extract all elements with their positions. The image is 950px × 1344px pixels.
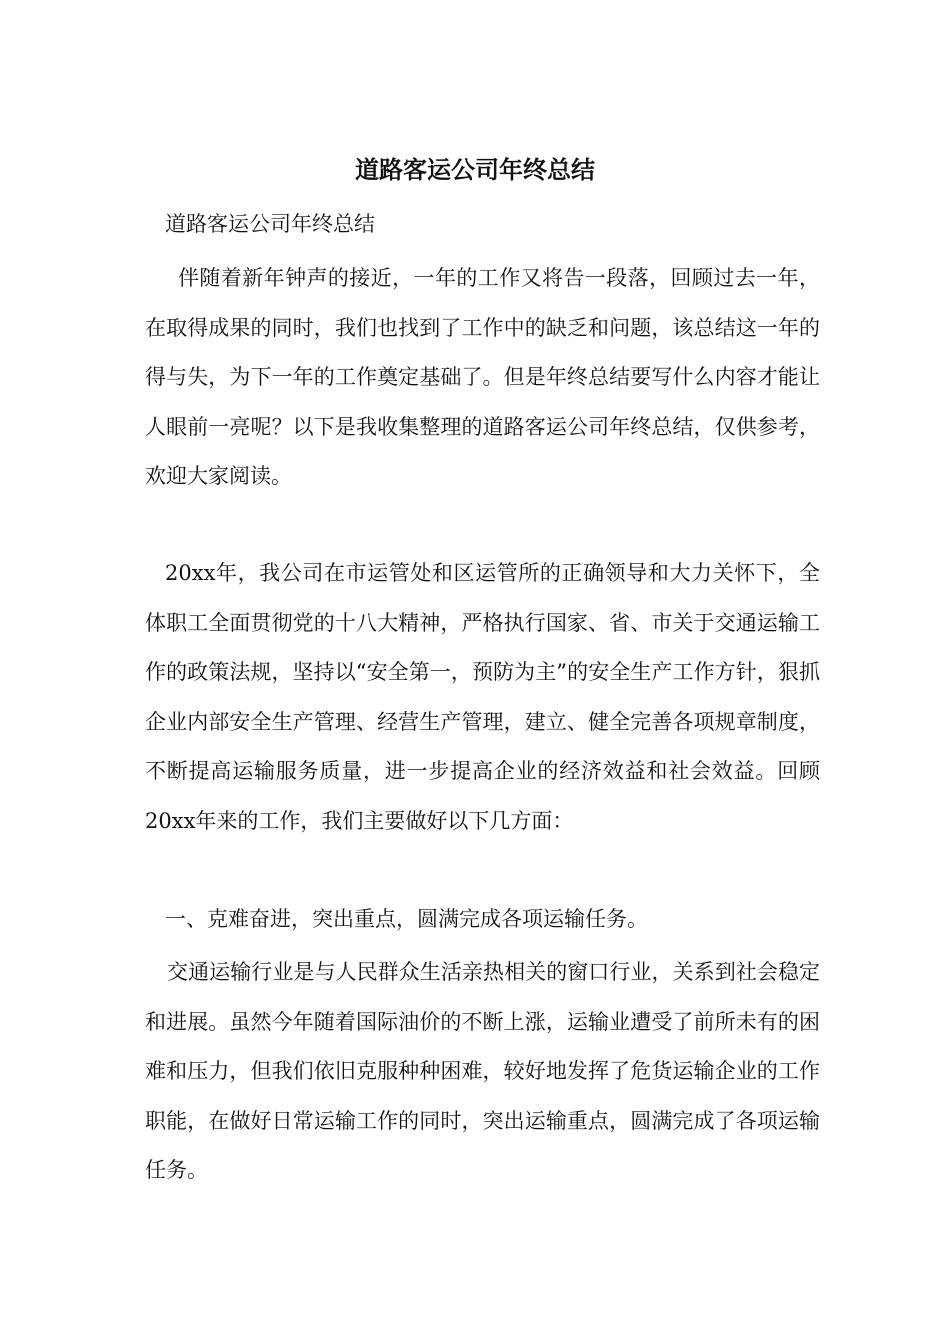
document-title: 道路客运公司年终总结 (355, 155, 595, 184)
document-subtitle: 道路客运公司年终总结 (165, 212, 375, 236)
section-heading: 一、克难奋进，突出重点，圆满完成各项运输任务。 (165, 907, 648, 931)
section-paragraph: 交通运输行业是与人民群众生活亲热相关的窗口行业，关系到社会稳定和进展。虽然今年随着国际油价的不断上涨，运输业遭受了前所未有的困难和压力，但我们依旧克服种种困难，较好地发挥了危货运输企业的工作职能，在做好日常运输工作的同时，突出运输重点，圆满完成了各项运输任务。 (145, 960, 820, 1182)
intro-paragraph: 伴随着新年钟声的接近，一年的工作又将告一段落，回顾过去一年，在取得成果的同时，我们也找到了工作中的缺乏和问题，该总结这一年的得与失，为下一年的工作奠定基础了。但是年终总结要写什么内容才能让人眼前一亮呢？以下是我收集整理的道路客运公司年终总结，仅供参考，欢迎大家阅读。 (145, 266, 820, 488)
overview-paragraph: 20xx年，我公司在市运管处和区运管所的正确领导和大力关怀下，全体职工全面贯彻党的十八大精神，严格执行国家、省、市关于交通运输工作的政策法规，坚持以“安全第一，预防为主”的安全生产工作方针，狠抓企业内部安全生产管理、经营生产管理，建立、健全完善各项规章制度，不断提高运输服务质量，进一步提高企业的经济效益和社会效益。回顾20xx年来的工作，我们主要做好以下几方面： (145, 561, 820, 833)
